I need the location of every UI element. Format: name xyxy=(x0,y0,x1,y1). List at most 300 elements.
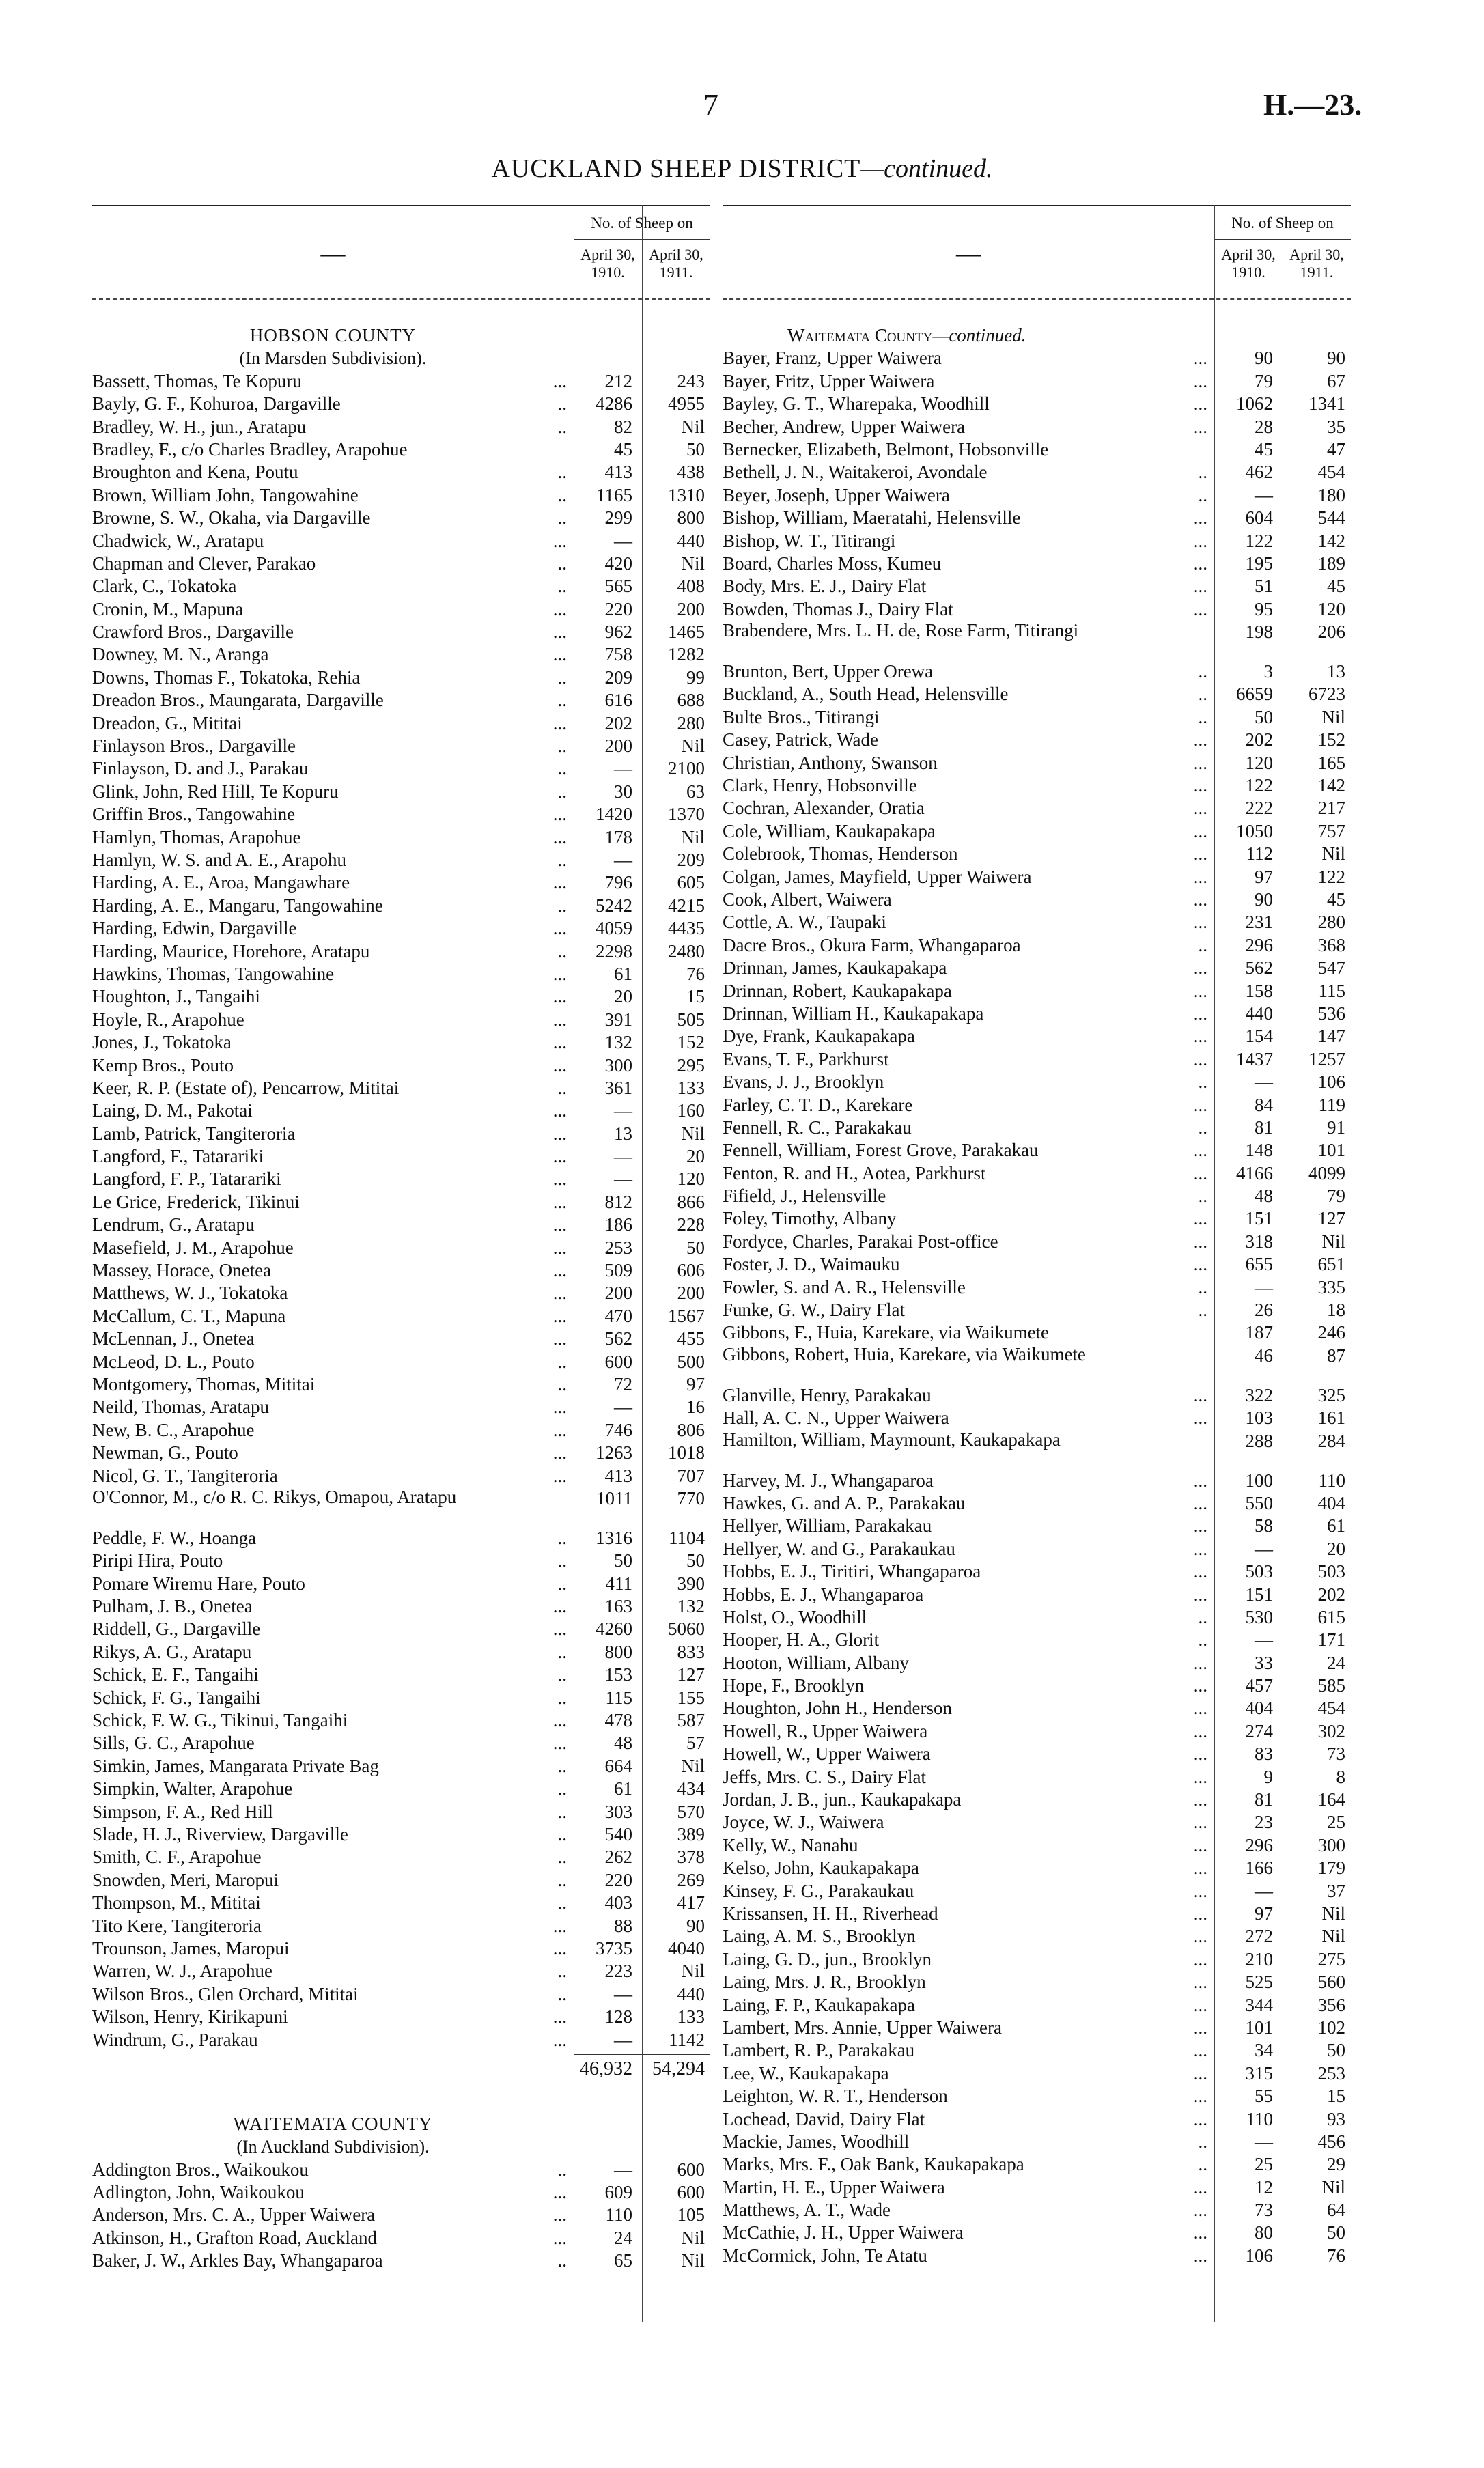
row-1911: 200 xyxy=(677,1282,705,1304)
row-1911: 120 xyxy=(677,1168,705,1190)
row-1911: 300 xyxy=(1317,1834,1345,1855)
row-1910: 110 xyxy=(605,2204,632,2226)
table-row xyxy=(723,1629,1351,1651)
row-1911: 29 xyxy=(1327,2154,1345,2175)
table-row xyxy=(723,2017,1351,2039)
table-row xyxy=(723,1994,1351,2017)
row-1910: — xyxy=(1255,1276,1273,1298)
row-1911: 120 xyxy=(1317,598,1345,619)
table-row xyxy=(723,1971,1351,1993)
table-row xyxy=(92,1823,710,1846)
row-1911: Nil xyxy=(681,2227,705,2248)
row-1911: 63 xyxy=(686,781,705,802)
row-leader: .. xyxy=(557,393,567,415)
table-row xyxy=(723,1697,1351,1720)
row-1911: 133 xyxy=(677,1077,705,1098)
table-row xyxy=(92,484,710,507)
row-name: Hawkins, Thomas, Tangowahine xyxy=(92,963,335,984)
row-leader: ... xyxy=(1193,2040,1207,2061)
row-1910: 318 xyxy=(1245,1231,1273,1252)
row-leader: ... xyxy=(1193,843,1207,865)
row-1910: 212 xyxy=(604,370,632,391)
row-leader: .. xyxy=(557,1755,567,1776)
row-1911: 127 xyxy=(677,1664,705,1685)
row-leader: .. xyxy=(557,690,567,711)
row-1910: 609 xyxy=(604,2182,632,2203)
row-1910: 158 xyxy=(1245,980,1273,1001)
row-leader: ... xyxy=(1193,2176,1207,2198)
row-1910: 222 xyxy=(1245,798,1273,819)
page-title-continued: —continued. xyxy=(860,154,993,183)
row-leader: ... xyxy=(1193,729,1207,751)
row-1911: 390 xyxy=(677,1573,705,1594)
row-1910: 296 xyxy=(1245,934,1273,955)
header-col-1911-line1: April 30, xyxy=(649,246,703,263)
right-column xyxy=(723,205,1351,2322)
table-row xyxy=(92,1846,710,1868)
row-1910: 200 xyxy=(604,735,632,757)
table-row xyxy=(92,1259,710,1282)
row-leader: ... xyxy=(1193,1789,1207,1810)
row-1910: 1316 xyxy=(596,1527,632,1548)
row-1911: Nil xyxy=(681,2250,705,2271)
total-1910: 46,932 xyxy=(580,2058,632,2079)
table-row xyxy=(92,1915,710,1937)
row-leader: ... xyxy=(552,2204,567,2226)
row-name: Peddle, F. W., Hoanga xyxy=(92,1527,257,1548)
table-row xyxy=(723,2199,1351,2221)
row-name: Body, Mrs. E. J., Dairy Flat xyxy=(723,576,927,597)
row-leader: ... xyxy=(1193,530,1207,551)
table-row xyxy=(723,911,1351,934)
table-row xyxy=(92,1487,710,1527)
row-1910: 34 xyxy=(1255,2040,1273,2061)
row-1910: — xyxy=(1255,2131,1273,2152)
row-name: Evans, J. J., Brooklyn xyxy=(723,1071,884,1093)
table-row xyxy=(723,1880,1351,1903)
row-1911: 408 xyxy=(677,576,705,597)
section-heading-hobson: HOBSON COUNTY xyxy=(249,325,417,346)
row-1911: 600 xyxy=(677,2182,705,2203)
row-1911: 45 xyxy=(1327,576,1345,597)
row-1911: 142 xyxy=(1317,775,1345,796)
row-1911: 335 xyxy=(1317,1276,1345,1298)
row-name: Buckland, A., South Head, Helensville xyxy=(723,684,1009,705)
row-1911: 295 xyxy=(677,1054,705,1076)
row-name: Atkinson, H., Grafton Road, Auckland xyxy=(92,2227,377,2248)
row-leader: .. xyxy=(1198,484,1207,505)
row-leader: ... xyxy=(1193,1903,1207,1924)
row-1911: 8 xyxy=(1336,1766,1345,1787)
row-1911: 280 xyxy=(1317,912,1345,933)
row-leader: ... xyxy=(1193,1254,1207,1275)
row-1911: 404 xyxy=(1317,1492,1345,1513)
row-1911: 547 xyxy=(1317,957,1345,979)
table-row xyxy=(92,1237,710,1259)
row-1910: 28 xyxy=(1255,416,1273,437)
row-name: Addington Bros., Waikoukou xyxy=(92,2159,309,2180)
waitemata-rows xyxy=(92,2159,710,2273)
row-1911: 90 xyxy=(686,1915,705,1936)
row-1910: 82 xyxy=(614,416,632,437)
row-name: Baker, J. W., Arkles Bay, Whangaparoa xyxy=(92,2250,383,2271)
table-row xyxy=(723,530,1351,552)
row-1911: 57 xyxy=(686,1733,705,1754)
row-leader: ... xyxy=(1193,1584,1207,1605)
row-1911: 1465 xyxy=(668,621,705,643)
table-row xyxy=(92,1869,710,1892)
row-name: McCallum, C. T., Mapuna xyxy=(92,1305,286,1326)
header-col-1910 xyxy=(1214,246,1283,281)
row-1910: — xyxy=(614,849,632,870)
row-name: Windrum, G., Parakau xyxy=(92,2029,258,2050)
row-1910: 664 xyxy=(604,1755,632,1776)
row-leader: ... xyxy=(1193,1231,1207,1252)
row-leader: ... xyxy=(1193,752,1207,773)
table-row xyxy=(723,1299,1351,1321)
row-1911: Nil xyxy=(681,735,705,757)
row-leader: ... xyxy=(552,1419,567,1440)
row-1910: 122 xyxy=(1245,775,1273,796)
table-row xyxy=(723,1025,1351,1048)
table-row xyxy=(723,1094,1351,1117)
row-leader: ... xyxy=(552,1465,567,1486)
table-row xyxy=(92,689,710,712)
table-row xyxy=(92,393,710,415)
row-1911: 866 xyxy=(677,1191,705,1212)
row-name: Cottle, A. W., Taupaki xyxy=(723,912,886,933)
table-row xyxy=(723,598,1351,621)
row-1911: 500 xyxy=(677,1351,705,1372)
row-1911: 770 xyxy=(677,1487,705,1509)
row-name: Laing, G. D., jun., Brooklyn xyxy=(723,1948,932,1969)
row-1911: 20 xyxy=(686,1146,705,1167)
row-1910: 209 xyxy=(604,667,632,688)
document-reference: H.—23. xyxy=(1263,88,1362,122)
row-1911: 79 xyxy=(1327,1186,1345,1207)
table-row xyxy=(723,438,1351,461)
row-1910: 81 xyxy=(1255,1789,1273,1810)
row-1911: 106 xyxy=(1317,1071,1345,1093)
row-name: Cook, Albert, Waiwera xyxy=(723,888,892,910)
row-1911: 356 xyxy=(1317,1994,1345,2015)
row-name: Martin, H. E., Upper Waiwera xyxy=(723,2176,945,2198)
table-row xyxy=(92,1373,710,1396)
row-1910: 101 xyxy=(1245,2017,1273,2038)
row-1910: 565 xyxy=(604,576,632,597)
row-1910: 45 xyxy=(614,438,632,460)
row-name: Slade, H. J., Riverview, Dargaville xyxy=(92,1824,348,1845)
header-no-of-sheep: No. of Sheep on xyxy=(1231,214,1334,232)
row-1911: 90 xyxy=(1327,348,1345,369)
table-row xyxy=(92,1465,710,1487)
row-1910: 202 xyxy=(604,712,632,733)
table-row xyxy=(723,1515,1351,1537)
table-row xyxy=(723,1857,1351,1879)
row-1910: 604 xyxy=(1245,507,1273,529)
row-1911: 180 xyxy=(1317,484,1345,505)
row-1910: 122 xyxy=(1245,530,1273,551)
row-1910: 550 xyxy=(1245,1492,1273,1513)
row-1911: 1310 xyxy=(668,484,705,505)
table-row xyxy=(92,1328,710,1350)
row-name: Houghton, J., Tangaihi xyxy=(92,986,260,1007)
table-row xyxy=(723,1948,1351,1971)
table-row xyxy=(92,667,710,689)
row-name: Harding, A. E., Aroa, Mangawhare xyxy=(92,872,350,893)
row-leader: .. xyxy=(557,484,567,505)
row-name: Howell, R., Upper Waiwera xyxy=(723,1720,928,1741)
row-1911: 217 xyxy=(1317,798,1345,819)
row-1910: 65 xyxy=(614,2250,632,2271)
row-leader: .. xyxy=(1198,684,1207,705)
row-1911: 18 xyxy=(1327,1300,1345,1321)
header-dash: — xyxy=(956,240,981,267)
row-leader: .. xyxy=(557,2159,567,2180)
table-row xyxy=(92,1054,710,1077)
row-leader: ... xyxy=(552,804,567,825)
row-1911: Nil xyxy=(1321,1926,1345,1947)
row-1911: 560 xyxy=(1317,1972,1345,1993)
row-leader: ... xyxy=(1193,1208,1207,1229)
row-1910: 84 xyxy=(1255,1094,1273,1115)
row-name: Fennell, R. C., Parakakau xyxy=(723,1117,912,1138)
row-name: Bishop, William, Maeratahi, Helensville xyxy=(723,507,1021,529)
header-col-1911-line1: April 30, xyxy=(1289,246,1344,263)
table-row xyxy=(92,1664,710,1686)
row-name: Riddell, G., Dargaville xyxy=(92,1618,261,1640)
row-1911: 152 xyxy=(677,1032,705,1053)
table-row xyxy=(723,1652,1351,1674)
row-1910: 25 xyxy=(1255,2154,1273,2175)
row-leader: ... xyxy=(1193,393,1207,415)
row-name: Beyer, Joseph, Upper Waiwera xyxy=(723,484,950,505)
table-row xyxy=(723,866,1351,888)
row-name: Fordyce, Charles, Parakai Post-office xyxy=(723,1231,998,1252)
table-row xyxy=(723,575,1351,598)
row-name: Neild, Thomas, Aratapu xyxy=(92,1397,269,1418)
row-1911: 35 xyxy=(1327,416,1345,437)
row-1910: — xyxy=(1255,1538,1273,1559)
row-1910: 132 xyxy=(604,1032,632,1053)
table-row xyxy=(723,752,1351,774)
row-1911: Nil xyxy=(681,1123,705,1144)
table-row xyxy=(723,1606,1351,1629)
row-1911: 570 xyxy=(677,1801,705,1822)
table-row xyxy=(92,643,710,666)
table-row xyxy=(723,1162,1351,1185)
row-leader: ... xyxy=(1193,2086,1207,2107)
header-col-1911-line2: 1911. xyxy=(659,264,693,281)
row-1911: 179 xyxy=(1317,1857,1345,1879)
row-name: Fennell, William, Forest Grove, Parakakau xyxy=(723,1140,1039,1161)
row-name: Hellyer, William, Parakakau xyxy=(723,1515,932,1537)
row-1910: 404 xyxy=(1245,1698,1273,1719)
row-1910: 45 xyxy=(1255,438,1273,460)
row-1910: 962 xyxy=(604,621,632,643)
row-leader: ... xyxy=(552,530,567,551)
row-leader: .. xyxy=(557,1869,567,1890)
table-row xyxy=(92,871,710,894)
row-1910: 274 xyxy=(1245,1720,1273,1741)
table-row xyxy=(723,2153,1351,2176)
table-row xyxy=(92,735,710,757)
table-row xyxy=(723,1002,1351,1025)
row-1910: — xyxy=(614,530,632,551)
row-1911: 4099 xyxy=(1308,1162,1345,1183)
table-row xyxy=(723,888,1351,911)
row-name: Smith, C. F., Arapohue xyxy=(92,1847,262,1868)
row-leader: ... xyxy=(1193,1162,1207,1183)
row-name: Brabendere, Mrs. L. H. de, Rose Farm, Titirangi xyxy=(723,621,1079,641)
row-name: Dye, Frank, Kaukapakapa xyxy=(723,1026,915,1047)
row-1911: 4435 xyxy=(668,918,705,939)
row-leader: ... xyxy=(552,2006,567,2028)
table-row xyxy=(92,1123,710,1145)
row-1910: 46 xyxy=(1255,1345,1273,1366)
table-row xyxy=(92,1983,710,2006)
table-row xyxy=(92,621,710,643)
row-leader: ... xyxy=(1193,2017,1207,2038)
table-row xyxy=(92,2029,710,2051)
row-name: Foley, Timothy, Albany xyxy=(723,1208,897,1229)
row-name: Snowden, Meri, Maropui xyxy=(92,1869,279,1890)
table-row xyxy=(92,1282,710,1304)
row-leader: ... xyxy=(552,1710,567,1731)
table-row xyxy=(723,774,1351,797)
table-row xyxy=(92,1937,710,1960)
row-leader: .. xyxy=(557,1892,567,1913)
row-1910: 223 xyxy=(604,1961,632,1982)
row-1911: 171 xyxy=(1317,1629,1345,1651)
row-1911: 651 xyxy=(1317,1254,1345,1275)
row-name: Piripi Hira, Pouto xyxy=(92,1550,223,1571)
row-1911: 101 xyxy=(1317,1140,1345,1161)
row-1911: 50 xyxy=(1327,2222,1345,2243)
row-name: Farley, C. T. D., Karekare xyxy=(723,1094,913,1115)
row-1910: 462 xyxy=(1245,462,1273,483)
row-name: Lambert, Mrs. Annie, Upper Waiwera xyxy=(723,2017,1002,2038)
table-row xyxy=(723,1207,1351,1230)
row-1911: 800 xyxy=(677,507,705,529)
row-name: Downey, M. N., Aranga xyxy=(92,644,269,665)
row-name: Jordan, J. B., jun., Kaukapakapa xyxy=(723,1789,962,1810)
row-leader: ... xyxy=(1193,1766,1207,1787)
row-1911: 91 xyxy=(1327,1117,1345,1138)
row-1911: 806 xyxy=(677,1419,705,1440)
row-leader: ... xyxy=(552,1915,567,1936)
table-row xyxy=(92,985,710,1008)
row-leader: ... xyxy=(552,1100,567,1121)
row-name: Joyce, W. J., Waiwera xyxy=(723,1812,884,1833)
row-name: Jones, J., Tokatoka xyxy=(92,1032,232,1053)
row-1911: 228 xyxy=(677,1214,705,1235)
row-1911: 275 xyxy=(1317,1948,1345,1969)
table-row xyxy=(92,895,710,917)
row-leader: ... xyxy=(552,621,567,643)
row-name: Howell, W., Upper Waiwera xyxy=(723,1743,931,1765)
row-1910: 1165 xyxy=(596,484,632,505)
row-1910: 403 xyxy=(604,1892,632,1913)
table-row xyxy=(723,621,1351,660)
row-1910: 48 xyxy=(614,1733,632,1754)
row-leader: ... xyxy=(552,1260,567,1281)
row-leader: ... xyxy=(552,1168,567,1190)
row-name: Laing, A. M. S., Brooklyn xyxy=(723,1926,916,1947)
row-name: Langford, F., Tatarariki xyxy=(92,1146,264,1167)
row-leader: ... xyxy=(1193,1720,1207,1741)
row-leader: ... xyxy=(552,1237,567,1258)
row-1911: 127 xyxy=(1317,1208,1345,1229)
row-1911: 200 xyxy=(677,598,705,619)
row-leader: .. xyxy=(1198,1300,1207,1321)
row-leader: ... xyxy=(1193,888,1207,910)
row-1910: 128 xyxy=(604,2006,632,2028)
row-name: Kemp Bros., Pouto xyxy=(92,1054,234,1076)
row-leader: ... xyxy=(552,986,567,1007)
row-name: Board, Charles Moss, Kumeu xyxy=(723,552,942,574)
row-leader: ... xyxy=(552,1328,567,1349)
row-leader: ... xyxy=(552,1009,567,1030)
row-1910: 344 xyxy=(1245,1994,1273,2015)
row-1910: 253 xyxy=(604,1237,632,1258)
row-1910: 413 xyxy=(604,1465,632,1486)
left-column xyxy=(92,205,710,2322)
table-row xyxy=(723,1470,1351,1492)
row-1910: 90 xyxy=(1255,348,1273,369)
row-1910: 220 xyxy=(604,1869,632,1890)
row-name: Schick, F. G., Tangaihi xyxy=(92,1687,261,1708)
page-title-main: AUCKLAND SHEEP DISTRICT xyxy=(491,154,861,183)
row-1910: 153 xyxy=(604,1664,632,1685)
table-row xyxy=(92,1778,710,1800)
row-name: Pomare Wiremu Hare, Pouto xyxy=(92,1573,305,1594)
row-1910: 61 xyxy=(614,1778,632,1799)
page-title xyxy=(0,154,1484,184)
header-col-1910-line2: 1910. xyxy=(591,264,625,281)
table-row xyxy=(92,1396,710,1418)
row-1910: 50 xyxy=(1255,706,1273,727)
row-1910: 178 xyxy=(604,826,632,847)
row-name: McLeod, D. L., Pouto xyxy=(92,1351,255,1372)
table-row xyxy=(723,370,1351,393)
row-name: Hall, A. C. N., Upper Waiwera xyxy=(723,1407,949,1429)
row-1911: 147 xyxy=(1317,1026,1345,1047)
row-1911: 119 xyxy=(1318,1094,1345,1115)
row-leader: ... xyxy=(1193,798,1207,819)
row-name: Matthews, W. J., Tokatoka xyxy=(92,1282,288,1304)
row-leader: .. xyxy=(557,1077,567,1098)
row-1911: 389 xyxy=(677,1824,705,1845)
row-name: Griffin Bros., Tangowahine xyxy=(92,804,296,825)
row-name: Dreadon, G., Mititai xyxy=(92,712,242,733)
row-1910: 58 xyxy=(1255,1515,1273,1537)
row-1910: 95 xyxy=(1255,598,1273,619)
row-1911: 585 xyxy=(1317,1675,1345,1696)
row-1910: 272 xyxy=(1245,1926,1273,1947)
row-1910: 148 xyxy=(1245,1140,1273,1161)
row-1910: 50 xyxy=(614,1550,632,1571)
row-leader: ... xyxy=(552,2029,567,2050)
row-1911: 454 xyxy=(1317,462,1345,483)
row-name: Thompson, M., Mititai xyxy=(92,1892,261,1913)
row-name: Le Grice, Frederick, Tikinui xyxy=(92,1191,300,1212)
left-rows xyxy=(92,324,710,2273)
row-1910: 413 xyxy=(604,462,632,483)
row-leader: ... xyxy=(552,826,567,847)
row-name: Harvey, M. J., Whangaparoa xyxy=(723,1470,934,1491)
heading-main: Waitemata County xyxy=(787,325,933,346)
